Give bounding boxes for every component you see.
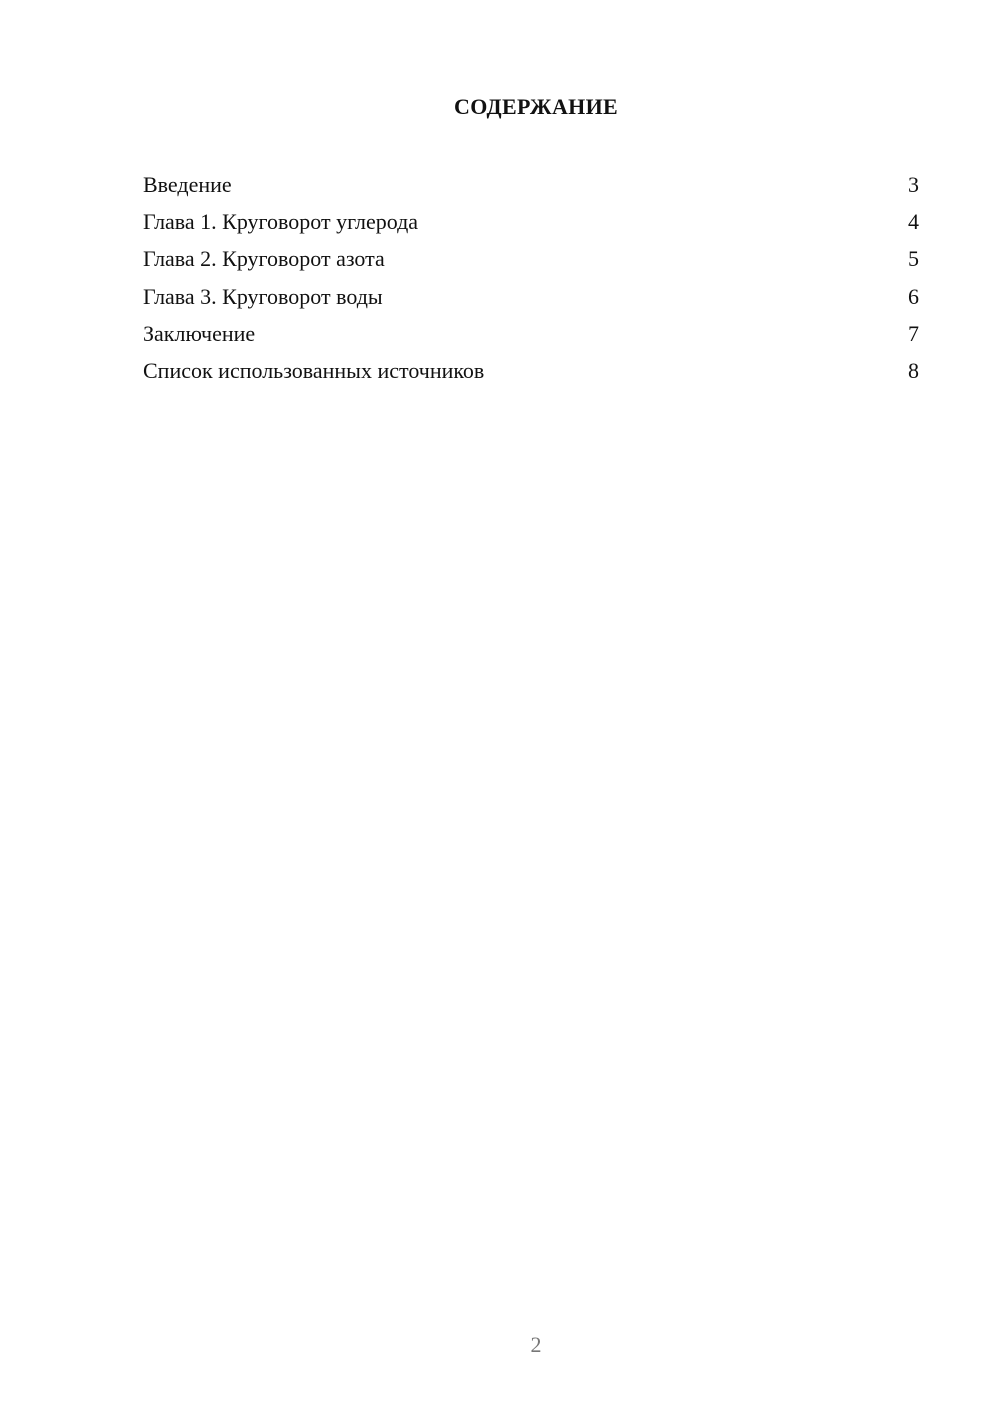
- toc-entry-page: 8: [908, 357, 919, 383]
- page-title: СОДЕРЖАНИЕ: [454, 94, 618, 119]
- toc-entry-references: [143, 354, 919, 391]
- toc-entry-title: Глава 3. Круговорот воды: [143, 283, 383, 309]
- page-number: 2: [530, 1332, 542, 1357]
- toc-entry-page: 6: [908, 283, 919, 309]
- toc-entry-page: 7: [908, 320, 919, 346]
- table-of-contents: [143, 168, 919, 391]
- toc-entry-title: Заключение: [143, 320, 256, 346]
- toc-entry-title: Глава 2. Круговорот азота: [143, 246, 385, 272]
- toc-entry-introduction: [143, 168, 919, 205]
- toc-entry-chapter-2: [143, 242, 919, 279]
- toc-entry-title: Введение: [143, 172, 232, 197]
- toc-entry-page: 4: [908, 209, 919, 235]
- toc-entry-page: 5: [908, 246, 919, 272]
- toc-entry-chapter-1: [143, 205, 919, 242]
- toc-entry-conclusion: [143, 317, 919, 354]
- toc-entry-title: Глава 1. Круговорот углерода: [143, 209, 419, 235]
- toc-entry-title: Список использованных источников: [143, 357, 485, 383]
- toc-entry-page: 3: [908, 172, 919, 197]
- toc-entry-chapter-3: [143, 280, 919, 317]
